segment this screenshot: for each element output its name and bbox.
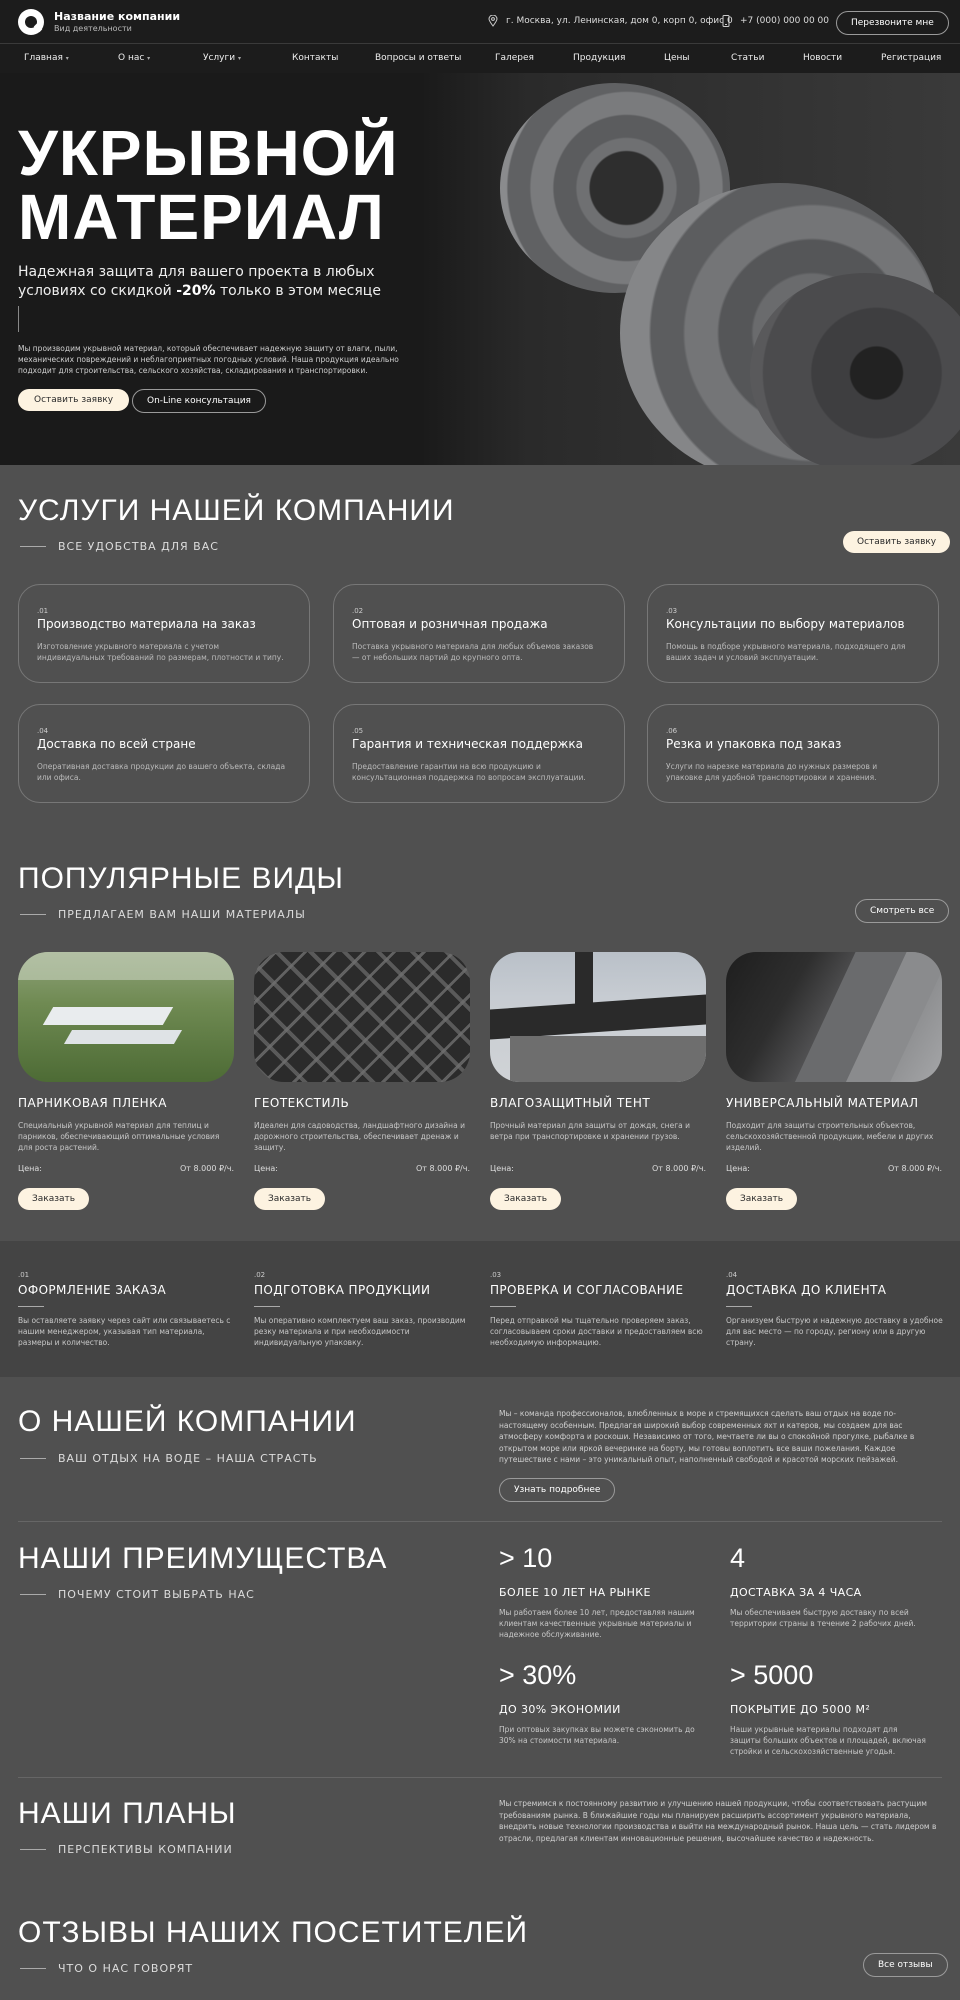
hero-description: Мы производим укрывной материал, который обеспечивает надежную защиту от влаги, пыли, механических повреждений и неблагоприятных погодных условий. Наша продукция идеально подходит для строительства, сельского хозяйства, складирования и транспортировки. [18,344,399,375]
advantages-title: НАШИ ПРЕИМУЩЕСТВА [18,1542,388,1575]
order-button[interactable]: Заказать [18,1188,89,1210]
company-type: Вид деятельности [54,24,132,33]
hero-image [420,73,960,465]
about-subtitle: ВАШ ОТДЫХ НА ВОДЕ – НАША СТРАСТЬ [58,1452,318,1465]
plans-title: НАШИ ПЛАНЫ [18,1797,237,1830]
phone-icon [722,15,730,27]
service-card[interactable]: .01 Производство материала на заказ Изготовление укрывного материала с учетом индивидуальных требований по размерам, плотности и типу. [18,584,310,683]
service-card[interactable]: .05 Гарантия и техническая поддержка Предоставление гарантии на всю продукцию и консультационная поддержка по вопросам эксплуатации. [333,704,625,803]
all-reviews-button[interactable]: Все отзывы [863,1953,948,1977]
order-button[interactable]: Заказать [254,1188,325,1210]
product-image [726,952,942,1082]
reviews-title: ОТЗЫВЫ НАШИХ ПОСЕТИТЕЛЕЙ [18,1916,529,1949]
advantage-item: > 10 БОЛЕЕ 10 ЛЕТ НА РЫНКЕ Мы работаем более 10 лет, предоставляя нашим клиентам качественные укрывные материалы и надежное обслуживание. [499,1543,695,1639]
divider [18,1777,942,1778]
product-image [254,952,470,1082]
nav-item-news[interactable]: Новости [803,53,843,63]
service-card[interactable]: .06 Резка и упаковка под заказ Услуги по нарезке материала до нужных размеров и упаковке для удобной транспортировки и хранения. [647,704,939,803]
product-card[interactable]: ПАРНИКОВАЯ ПЛЕНКА Специальный укрывной материал для теплиц и парников, обеспечивающий оптимальные условия для роста растений. Цена: От 8.000 ₽/ч. Заказать [18,952,234,1082]
divider [18,306,19,332]
step-item: .01 ОФОРМЛЕНИЕ ЗАКАЗА Вы оставляете заявку через сайт или связываетесь с нашим менеджером, указывая тип материала, размеры и количество. [18,1271,238,1348]
nav-item-home[interactable]: Главная ▾ [24,53,69,63]
header-top [0,0,960,44]
hero-subtitle: Надежная защита для вашего проекта в любых условиях со скидкой -20% только в этом месяце [18,264,381,299]
nav-item-gallery[interactable]: Галерея [495,53,534,63]
discount-badge: -20% [176,283,216,299]
chevron-down-icon: ▾ [237,55,241,62]
step-item: .02 ПОДГОТОВКА ПРОДУКЦИИ Мы оперативно комплектуем ваш заказ, производим резку материала и при необходимости индивидуальную упаковку. [254,1271,474,1348]
nav-item-faq[interactable]: Вопросы и ответы [375,53,462,63]
services-title: УСЛУГИ НАШЕЙ КОМПАНИИ [18,494,455,527]
about-text: Мы – команда профессионалов, влюбленных в море и стремящихся сделать ваш отдых на воде по-настоящему особенным. Предлагая широкий выбор современных яхт и катеров, мы создаем для вас атмосферу комфорта и роскоши. Независимо от того, мечтаете ли вы о спокойной прогулке, рыбалке в открытом море или яркой вечеринке на борту, мы готовы воплотить все ваши пожелания. Каждое путешествие с нами – это уникальный опыт, наполненный свободой и красотой морских пейзажей. [499,1409,915,1464]
nav-item-contacts[interactable]: Контакты [292,53,339,63]
product-card[interactable]: УНИВЕРСАЛЬНЫЙ МАТЕРИАЛ Подходит для защиты строительных объектов, сельскохозяйственной продукции, мебели и других изделий. Цена: От 8.000 ₽/ч. Заказать [726,952,942,1082]
service-card[interactable]: .02 Оптовая и розничная продажа Поставка укрывного материала для любых объемов заказов — от небольших партий до крупного опта. [333,584,625,683]
plans-subtitle: ПЕРСПЕКТИВЫ КОМПАНИИ [58,1843,233,1856]
learn-more-button[interactable]: Узнать подробнее [499,1478,615,1502]
service-card[interactable]: .04 Доставка по всей стране Оперативная доставка продукции до вашего объекта, склада или офиса. [18,704,310,803]
nav-item-articles[interactable]: Статьи [731,53,765,63]
product-card[interactable]: ВЛАГОЗАЩИТНЫЙ ТЕНТ Прочный материал для защиты от дождя, снега и ветра при транспортировке и хранении грузов. Цена: От 8.000 ₽/ч. Заказать [490,952,706,1082]
online-consult-button[interactable]: On-Line консультация [132,389,266,413]
step-item: .03 ПРОВЕРКА И СОГЛАСОВАНИЕ Перед отправкой мы тщательно проверяем заказ, согласовываем сроки доставки и предоставляем всю необходимую информацию. [490,1271,710,1348]
product-card[interactable]: ГЕОТЕКСТИЛЬ Идеален для садоводства, ландшафтного дизайна и дорожного строительства, обеспечивает дренаж и защиту. Цена: От 8.000 ₽/ч. Заказать [254,952,470,1082]
view-all-button[interactable]: Смотреть все [855,899,949,923]
hero-title: УКРЫВНОЙ МАТЕРИАЛ [18,117,399,253]
logo-icon[interactable] [18,9,44,35]
advantage-item: 4 ДОСТАВКА ЗА 4 ЧАСА Мы обеспечиваем быструю доставку по всей территории страны в течение 2 рабочих дней. [730,1543,916,1628]
nav-item-prices[interactable]: Цены [664,53,690,63]
hero-section [0,73,960,465]
advantage-item: > 5000 ПОКРЫТИЕ ДО 5000 М² Наши укрывные материалы подходят для защиты больших объектов и площадей, включая стройки и сельскохозяйственные угодья. [730,1660,926,1756]
request-button[interactable]: Оставить заявку [18,389,129,411]
callback-button[interactable]: Перезвоните мне [836,11,949,35]
reviews-subtitle: ЧТО О НАС ГОВОРЯТ [58,1962,194,1975]
product-price: От 8.000 ₽/ч. [180,1164,234,1173]
product-price: От 8.000 ₽/ч. [416,1164,470,1173]
location-pin-icon [488,15,498,27]
nav-item-register[interactable]: Регистрация [881,53,942,63]
services-subtitle: ВСЕ УДОБСТВА ДЛЯ ВАС [58,540,219,553]
divider [18,1521,942,1522]
products-title: ПОПУЛЯРНЫЕ ВИДЫ [18,862,344,895]
advantage-item: > 30% ДО 30% ЭКОНОМИИ При оптовых закупках вы можете сэкономить до 30% на стоимости материала. [499,1660,695,1745]
company-name: Название компании [54,10,181,23]
header-phone[interactable]: +7 (000) 000 00 00 [740,16,829,26]
service-card[interactable]: .03 Консультации по выбору материалов Помощь в подборе укрывного материала, подходящего для ваших задач и условий эксплуатации. [647,584,939,683]
site-header [0,0,960,73]
order-steps-section [0,1241,960,1377]
nav-item-about[interactable]: О нас ▾ [118,53,151,63]
advantages-subtitle: ПОЧЕМУ СТОИТ ВЫБРАТЬ НАС [58,1588,255,1601]
nav-item-products[interactable]: Продукция [573,53,626,63]
products-subtitle: ПРЕДЛАГАЕМ ВАМ НАШИ МАТЕРИАЛЫ [58,908,306,921]
product-image [18,952,234,1082]
product-image [490,952,706,1082]
nav-item-services[interactable]: Услуги ▾ [203,53,241,63]
services-request-button[interactable]: Оставить заявку [843,531,950,553]
plans-text: Мы стремимся к постоянному развитию и улучшению нашей продукции, чтобы соответствовать растущим требованиям рынка. В ближайшие годы мы планируем расширить ассортимент укрывного материала, внедрить новые технологии производства и выйти на международный рынок. Наша цель — стать лидером в отрасли, предлагая клиентам инновационные решения, высочайшее качество и надежность. [499,1799,937,1843]
chevron-down-icon: ▾ [65,55,69,62]
order-button[interactable]: Заказать [490,1188,561,1210]
product-price: От 8.000 ₽/ч. [888,1164,942,1173]
order-button[interactable]: Заказать [726,1188,797,1210]
main-nav [0,45,960,73]
product-price: От 8.000 ₽/ч. [652,1164,706,1173]
chevron-down-icon: ▾ [147,55,151,62]
about-title: О НАШЕЙ КОМПАНИИ [18,1405,357,1438]
header-address: г. Москва, ул. Ленинская, дом 0, корп 0, офис 0 [506,16,733,26]
step-item: .04 ДОСТАВКА ДО КЛИЕНТА Организуем быструю и надежную доставку в удобное для вас место — по городу, региону или в другую страну. [726,1271,946,1348]
